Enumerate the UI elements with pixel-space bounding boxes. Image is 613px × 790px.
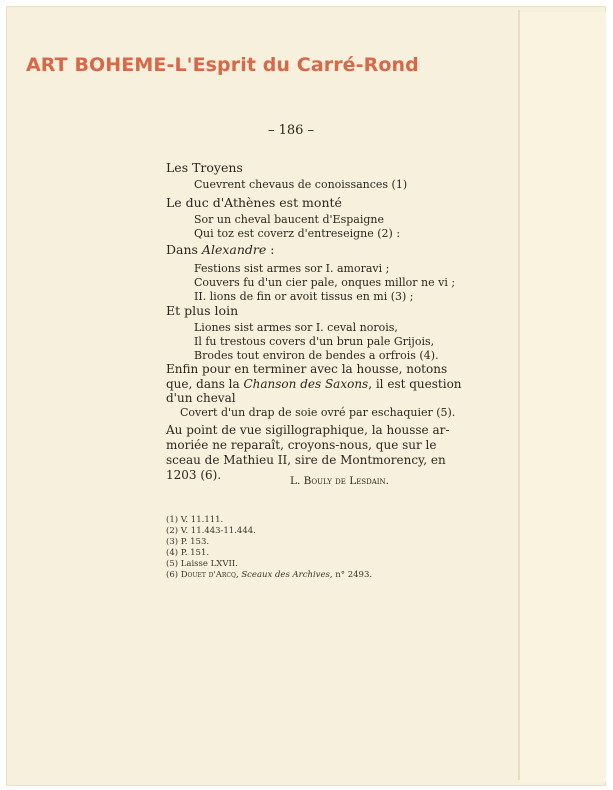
page-fold-edge (518, 10, 520, 780)
heading-prefix: Dans (166, 242, 202, 257)
footnote: (1) V. 11.111. (166, 515, 224, 525)
watermark-text: ART BOHEME-L'Esprit du Carré-Rond (26, 54, 419, 76)
page-number: – 186 – (268, 123, 315, 138)
footnote-reference: , n° 2493. (329, 570, 373, 580)
verse-heading: Et plus loin (166, 303, 239, 318)
verse-line: II. lions de fin or avoit tissus en mi (3) ; (194, 290, 414, 303)
verse-heading (166, 242, 274, 257)
footnote: (2) V. 11.443-11.444. (166, 526, 256, 536)
verse-line: Cuevrent chevaus de conoissances (1) (194, 178, 408, 191)
author-signature: L. Bouly de Lesdain. (290, 475, 389, 487)
verse-line: Qui toz est coverz d'entreseigne (2) : (194, 227, 401, 240)
text-run: , il est question (368, 377, 462, 391)
footnote: (5) Laisse LXVII. (166, 559, 238, 569)
text-run: que, dans la (166, 377, 244, 391)
work-title: Chanson des Saxons (243, 377, 369, 391)
paragraph-line: sceau de Mathieu II, sire de Montmorency, en (166, 453, 446, 467)
verse-heading: Les Troyens (166, 160, 243, 175)
verse-line: Sor un cheval baucent d'Espaigne (194, 213, 384, 226)
verse-line: Couvers fu d'un cier pale, onques millor ne vi ; (194, 276, 456, 289)
paragraph-line: 1203 (6). (166, 468, 222, 482)
paragraph-line: Au point de vue sigillographique, la housse ar- (166, 423, 450, 437)
footnote (166, 570, 372, 580)
verse-line: Il fu trestous covers d'un brun pale Grijois, (194, 335, 435, 348)
verse-line: Brodes tout environ de bendes a orfrois (4). (194, 349, 439, 362)
page-underlay (520, 12, 606, 782)
footnote: (4) P. 151. (166, 548, 210, 558)
paragraph-line (166, 377, 462, 391)
footnote-author: (6) Douet d'Arcq (166, 570, 236, 580)
paragraph-line: moriée ne reparaît, croyons-nous, que sur le (166, 438, 437, 452)
paragraph-line: d'un cheval (166, 391, 236, 405)
verse-heading: Le duc d'Athènes est monté (166, 195, 342, 210)
heading-work-title: Alexandre (201, 242, 267, 257)
footnote: (3) P. 153. (166, 537, 210, 547)
heading-suffix: : (266, 242, 275, 257)
quote-verse: Covert d'un drap de soie ovré par eschaquier (5). (180, 406, 456, 419)
verse-line: Festions sist armes sor I. amoravi ; (194, 262, 390, 275)
verse-line: Liones sist armes sor I. ceval norois, (194, 321, 398, 334)
paragraph-line: Enfin pour en terminer avec la housse, notons (166, 362, 448, 376)
footnote-work-title: , Sceaux des Archives (235, 570, 330, 580)
